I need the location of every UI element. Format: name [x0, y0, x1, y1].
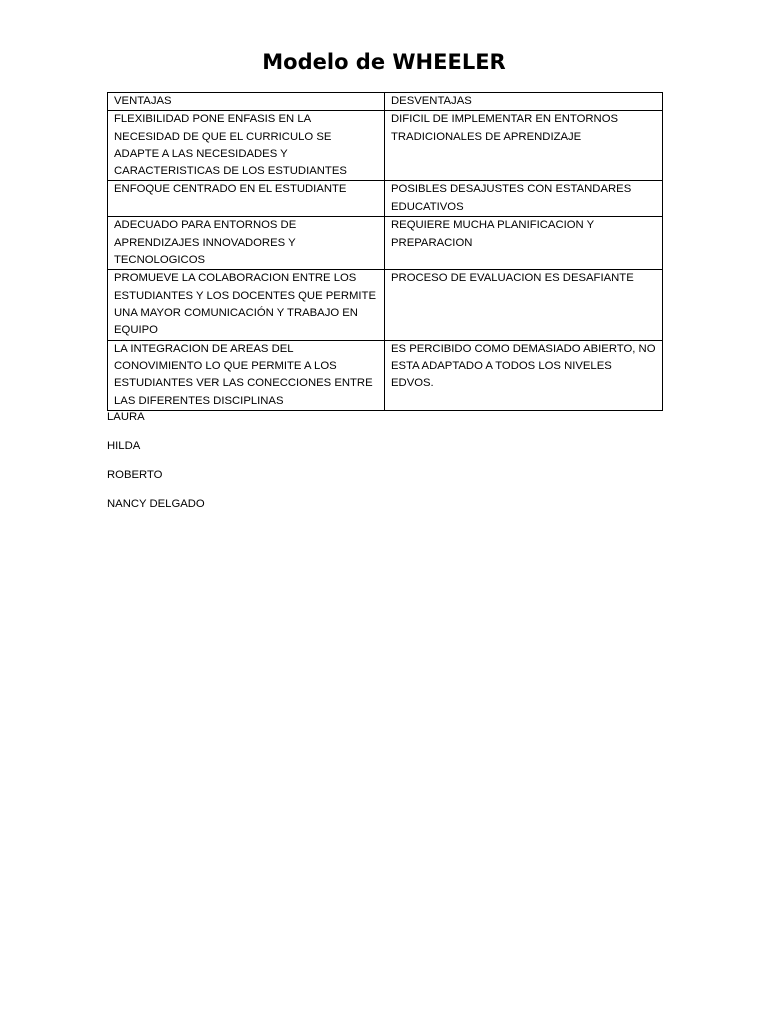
desventaja-cell: PROCESO DE EVALUACION ES DESAFIANTE [385, 270, 663, 340]
comparison-table [107, 92, 663, 411]
desventaja-cell: POSIBLES DESAJUSTES CON ESTANDARES EDUCATIVOS [385, 181, 663, 217]
table-row [108, 340, 663, 410]
desventaja-cell: ES PERCIBIDO COMO DEMASIADO ABIERTO, NO ESTA ADAPTADO A TODOS LOS NIVELES EDVOS. [385, 340, 663, 410]
ventaja-cell: LA INTEGRACION DE AREAS DEL CONOVIMIENTO LO QUE PERMITE A LOS ESTUDIANTES VER LAS CONECCIONES ENTRE LAS DIFERENTES DISCIPLINAS [108, 340, 385, 410]
desventaja-cell: REQUIERE MUCHA PLANIFICACION Y PREPARACION [385, 217, 663, 270]
table-row [108, 111, 663, 181]
author-name: HILDA [107, 440, 141, 452]
table-row [108, 270, 663, 340]
author-names [107, 409, 205, 525]
header-ventajas: VENTAJAS [108, 93, 385, 111]
author-name: ROBERTO [107, 469, 163, 481]
ventaja-cell: ADECUADO PARA ENTORNOS DE APRENDIZAJES INNOVADORES Y TECNOLOGICOS [108, 217, 385, 270]
table-row [108, 181, 663, 217]
table-row [108, 217, 663, 270]
desventaja-cell: DIFICIL DE IMPLEMENTAR EN ENTORNOS TRADICIONALES DE APRENDIZAJE [385, 111, 663, 181]
document-title: Modelo de WHEELER [262, 50, 506, 74]
ventaja-cell: ENFOQUE CENTRADO EN EL ESTUDIANTE [108, 181, 385, 217]
author-name: NANCY DELGADO [107, 498, 205, 510]
table-header-row [108, 93, 663, 111]
ventaja-cell: PROMUEVE LA COLABORACION ENTRE LOS ESTUDIANTES Y LOS DOCENTES QUE PERMITE UNA MAYOR COMUNICACIÓN Y TRABAJO EN EQUIPO [108, 270, 385, 340]
header-desventajas: DESVENTAJAS [385, 93, 663, 111]
ventaja-cell: FLEXIBILIDAD PONE ENFASIS EN LA NECESIDAD DE QUE EL CURRICULO SE ADAPTE A LAS NECESIDADES Y CARACTERISTICAS DE LOS ESTUDIANTES [108, 111, 385, 181]
author-name: LAURA [107, 411, 145, 423]
